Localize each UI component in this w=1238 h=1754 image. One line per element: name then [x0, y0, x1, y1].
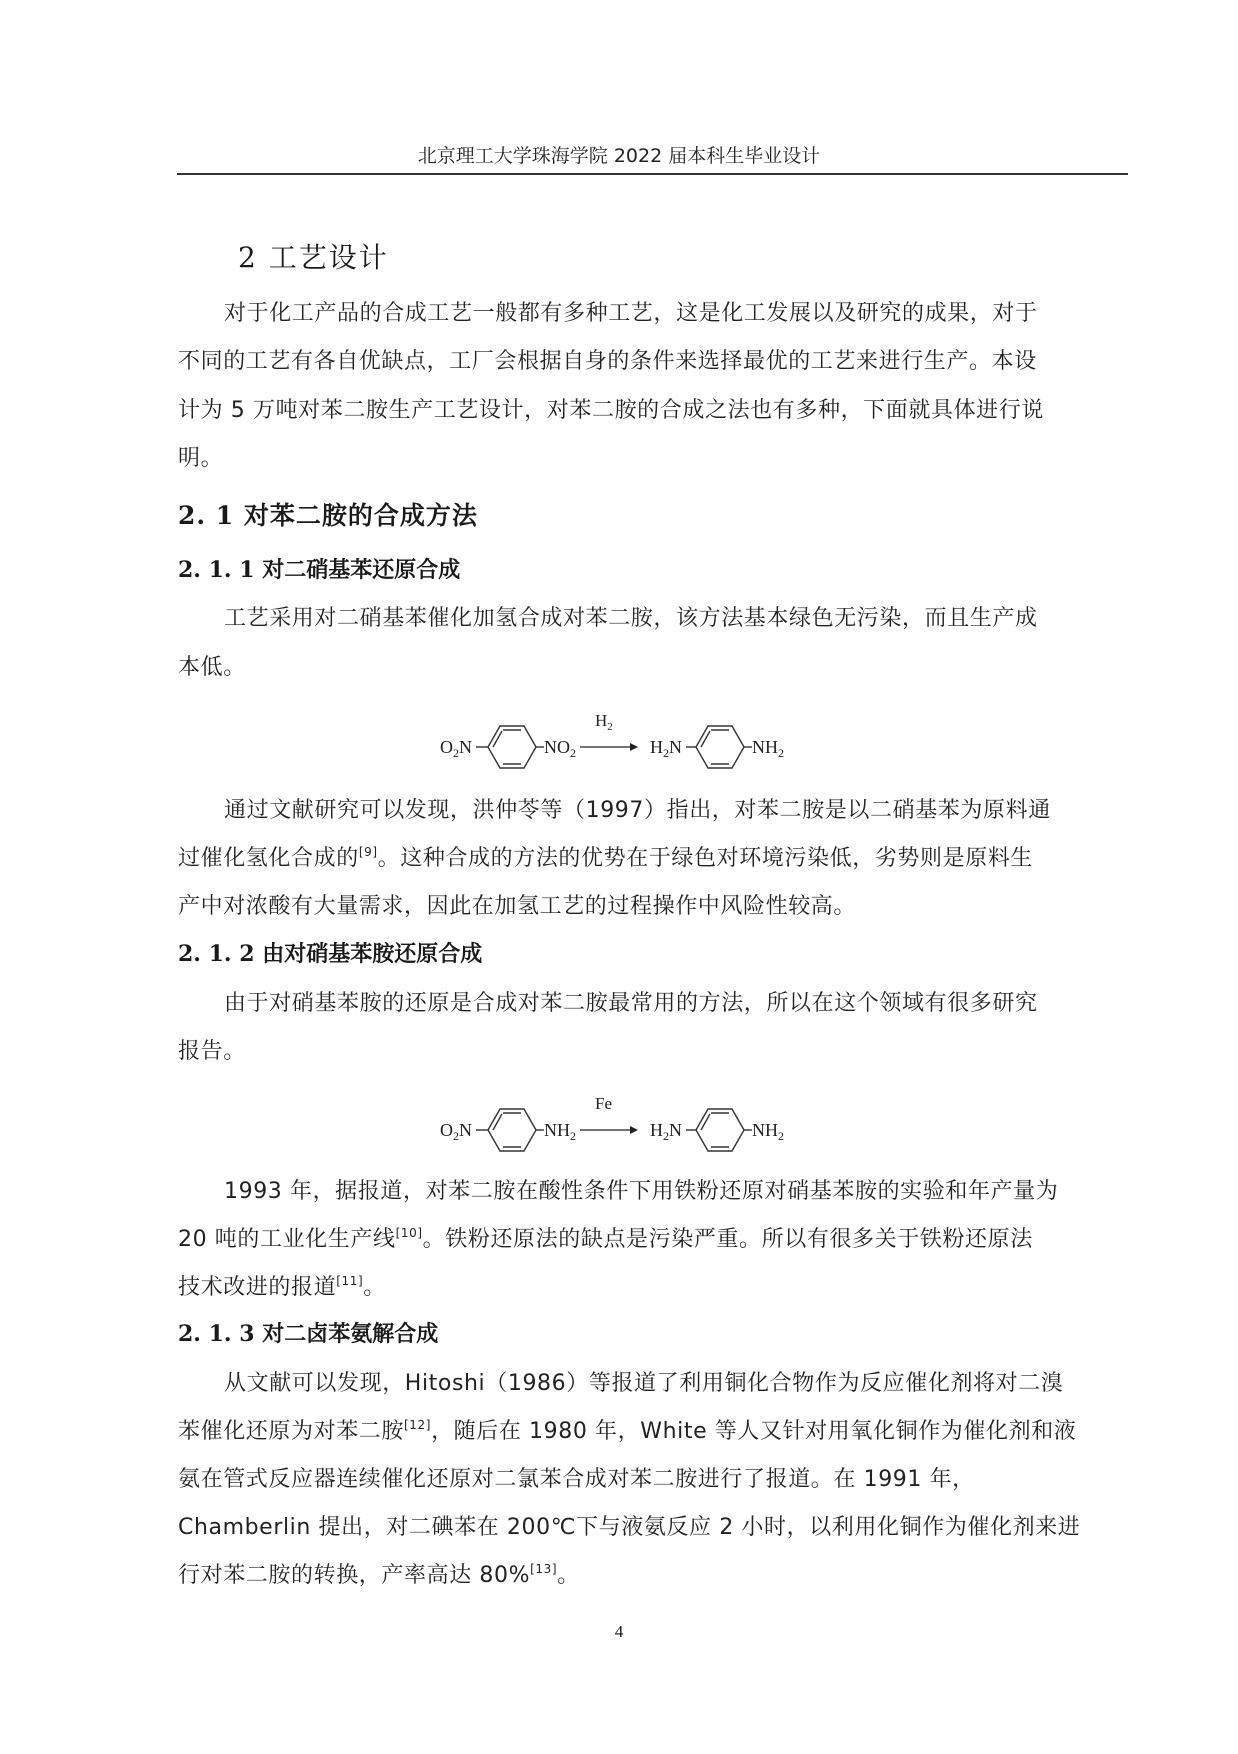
citation-ref: [13] — [530, 1562, 558, 1576]
citation-ref: [9] — [358, 845, 378, 859]
paragraph-text: 。 — [557, 1563, 580, 1588]
reactant-right-group: $NO_2$ — [544, 737, 576, 760]
citation-ref: [12] — [404, 1418, 432, 1432]
product-left-group: $H_2N$ — [650, 737, 682, 760]
paragraph-text: ，随后在 1980 年，White 等人又针对用氧化铜作为催化剂和液 — [431, 1419, 1077, 1444]
paragraph-line — [178, 1558, 580, 1589]
paragraph-line: 对于化工产品的合成工艺一般都有多种工艺，这是化工发展以及研究的成果，对于 — [224, 301, 1038, 326]
paragraph-text: 过催化氢化合成的 — [178, 846, 359, 871]
paragraph-text: 。这种合成的方法的优势在于绿色对环境污染低，劣势则是原料生 — [377, 846, 1034, 871]
product-right-group: $NH_2$ — [752, 737, 784, 760]
paragraph-line: 工艺采用对二硝基苯催化加氢合成对苯二胺，该方法基本绿色无污染，而且生产成 — [224, 606, 1038, 631]
paragraph-line: 不同的工艺有各自优缺点，工厂会根据自身的条件来选择最优的工艺来进行生产。本设 — [178, 349, 1037, 374]
paragraph-text: 行对苯二胺的转换，产率高达 80% — [178, 1563, 531, 1588]
header-rule — [177, 173, 1128, 175]
subsection-heading-2-1-2: 2. 1. 2 由对硝基苯胺还原合成 — [178, 941, 483, 967]
paragraph-line — [178, 1222, 1033, 1253]
benzene-ring-icon — [488, 1109, 536, 1151]
paragraph-text: 20 吨的工业化生产线 — [178, 1227, 396, 1252]
paragraph-line: 计为 5 万吨对苯二胺生产工艺设计，对苯二胺的合成之法也有多种，下面就具体进行说 — [178, 398, 1044, 423]
reaction-scheme-hydrogenation — [440, 700, 810, 794]
running-header: 北京理工大学珠海学院 2022 届本科生毕业设计 — [417, 145, 821, 167]
paragraph-line: 通过文献研究可以发现，洪仲苓等（1997）指出，对苯二胺是以二硝基苯为原料通 — [224, 798, 1051, 823]
citation-ref: [10] — [395, 1226, 423, 1240]
paragraph-line: 氨在管式反应器连续催化还原对二氯苯合成对苯二胺进行了报道。在 1991 年， — [178, 1467, 975, 1492]
subsection-heading-2-1-1: 2. 1. 1 对二硝基苯还原合成 — [178, 557, 461, 583]
paragraph-text: 。 — [363, 1275, 386, 1300]
subsection-heading-2-1-3: 2. 1. 3 对二卤苯氨解合成 — [178, 1321, 439, 1347]
benzene-ring-icon — [696, 1109, 744, 1151]
paragraph-line: 产中对浓酸有大量需求，因此在加氢工艺的过程操作中风险性较高。 — [178, 894, 857, 919]
citation-ref: [11] — [336, 1274, 364, 1288]
benzene-ring-icon — [488, 726, 536, 768]
reactant-left-group: $O_2N$ — [440, 1120, 472, 1143]
paragraph-line: 1993 年，据报道，对苯二胺在酸性条件下用铁粉还原对硝基苯胺的实验和年产量为 — [224, 1179, 1059, 1204]
paragraph-line — [178, 1414, 1076, 1445]
reagent-label: Fe — [595, 1094, 612, 1113]
paragraph-line: 本低。 — [178, 655, 246, 680]
paragraph-line: Chamberlin 提出，对二碘苯在 200℃下与液氨反应 2 小时，以利用化铜作为催化剂来进 — [178, 1515, 1081, 1540]
product-left-group: $H_2N$ — [650, 1120, 682, 1143]
page-number: 4 — [614, 1622, 624, 1641]
paragraph-line — [178, 841, 1033, 872]
paragraph-text: 。铁粉还原法的缺点是污染严重。所以有很多关于铁粉还原法 — [422, 1227, 1033, 1252]
paragraph-text: 苯催化还原为对苯二胺 — [178, 1419, 405, 1444]
reagent-label: $H_2$ — [595, 711, 613, 733]
reaction-scheme-iron-reduction — [440, 1083, 810, 1177]
paragraph-text: 技术改进的报道 — [178, 1275, 337, 1300]
paragraph-line: 报告。 — [178, 1039, 246, 1064]
product-right-group: $NH_2$ — [752, 1120, 784, 1143]
reactant-right-group: $NH_2$ — [544, 1120, 576, 1143]
paragraph-line: 从文献可以发现，Hitoshi（1986）等报道了利用铜化合物作为反应催化剂将对二溴 — [224, 1371, 1064, 1396]
reactant-left-group: $O_2N$ — [440, 737, 472, 760]
chapter-heading: 2 工艺设计 — [238, 241, 389, 274]
paragraph-line — [178, 1270, 386, 1301]
paragraph-line: 明。 — [178, 446, 224, 471]
section-heading-2-1: 2. 1 对苯二胺的合成方法 — [178, 501, 478, 530]
paragraph-line: 由于对硝基苯胺的还原是合成对苯二胺最常用的方法，所以在这个领域有很多研究 — [224, 991, 1038, 1016]
benzene-ring-icon — [696, 726, 744, 768]
